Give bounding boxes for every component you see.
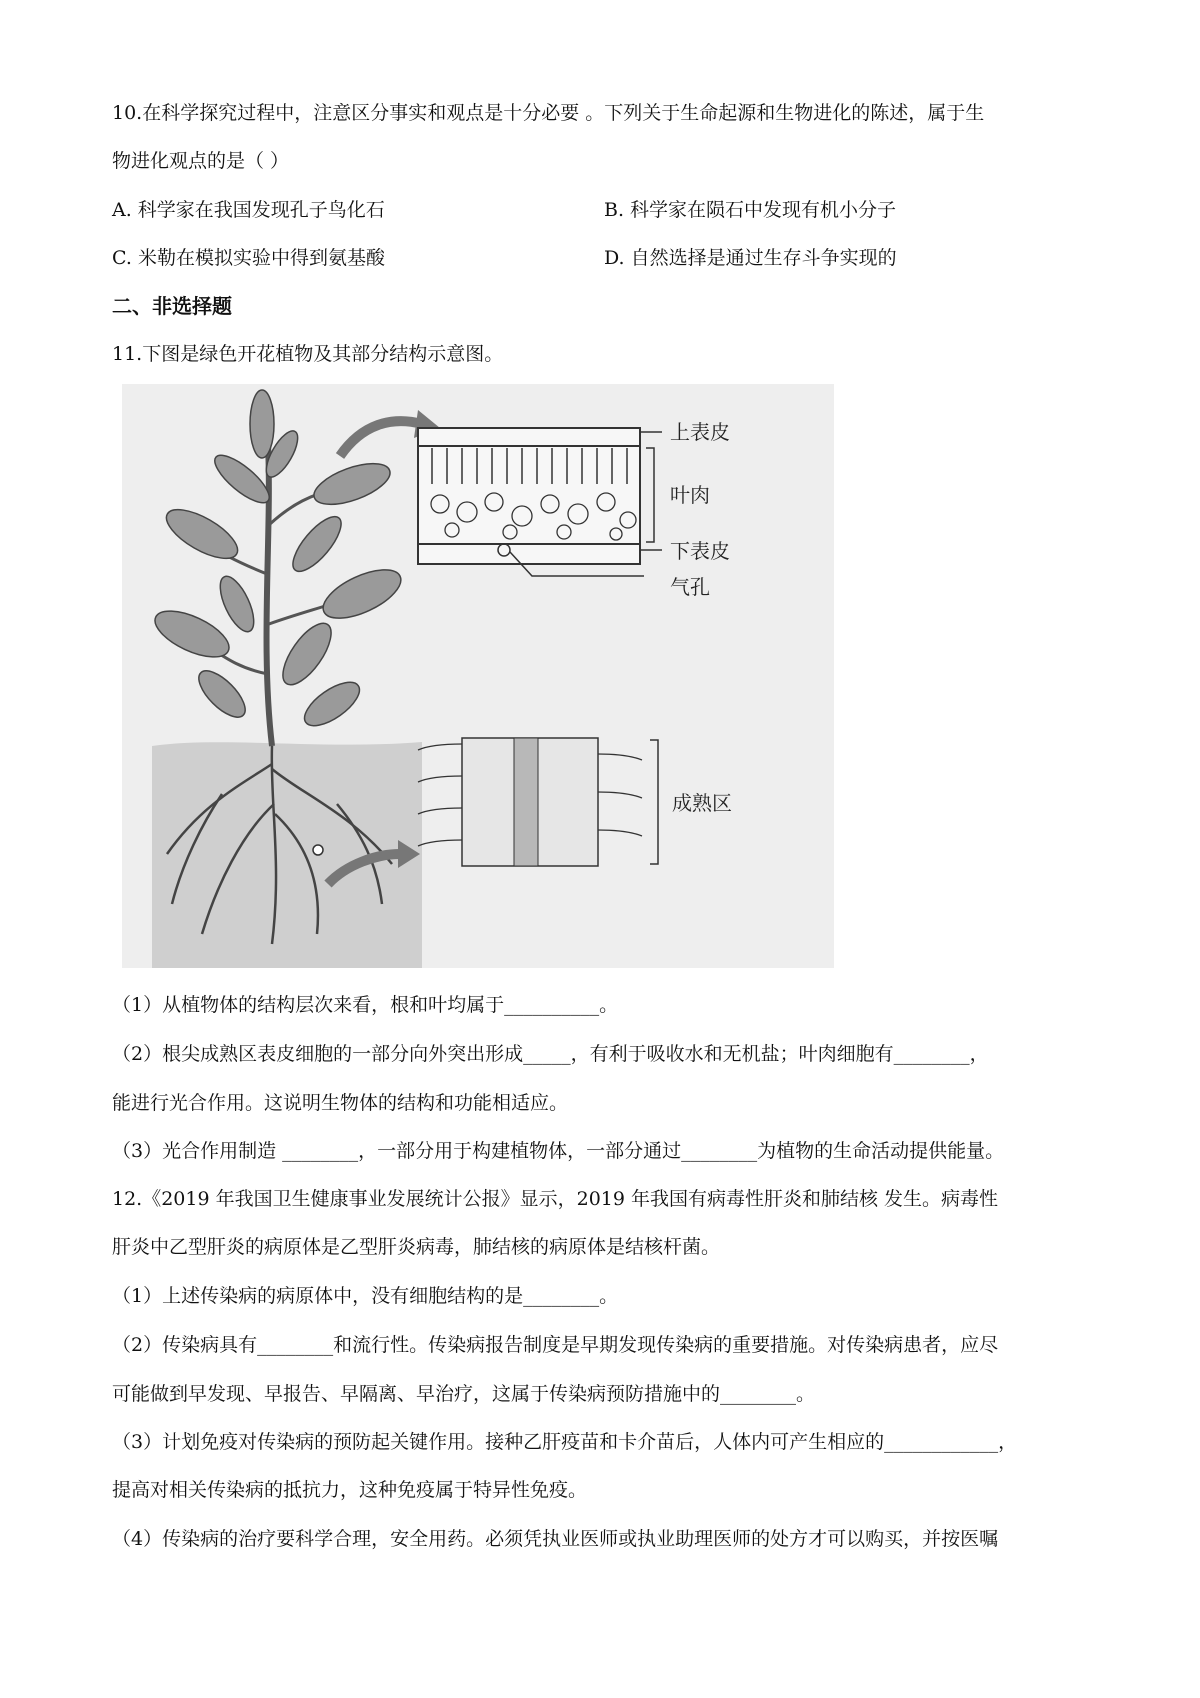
- q11-intro: 11.下图是绿色开花植物及其部分结构示意图。: [112, 343, 504, 365]
- q10-stem-line1: 10.在科学探究过程中，注意区分事实和观点是十分必要 。下列关于生命起源和生物进化的陈述，属于生: [112, 102, 985, 124]
- q12-sub3-line1: （3）计划免疫对传染病的预防起关键作用。接种乙肝疫苗和卡介苗后，人体内可产生相应的____________，: [112, 1431, 1018, 1453]
- q12-sub1: （1）上述传染病的病原体中，没有细胞结构的是________。: [112, 1285, 619, 1307]
- q12-intro-line2: 肝炎中乙型肝炎的病原体是乙型肝炎病毒，肺结核的病原体是结核杆菌。: [112, 1236, 721, 1258]
- label-mesophyll: 叶肉: [670, 483, 710, 507]
- label-upper-epidermis: 上表皮: [670, 420, 730, 444]
- q10-option-c[interactable]: C. 米勒在模拟实验中得到氨基酸: [112, 247, 385, 269]
- plant-structure-figure: [122, 384, 834, 968]
- q11-sub1: （1）从植物体的结构层次来看，根和叶均属于__________。: [112, 994, 619, 1016]
- label-lower-epidermis: 下表皮: [670, 539, 730, 563]
- q11-sub3: （3）光合作用制造 ________，一部分用于构建植物体，一部分通过________为植物的生命活动提供能量。: [112, 1140, 1005, 1162]
- q12-sub3-line2: 提高对相关传染病的抵抗力，这种免疫属于特异性免疫。: [112, 1479, 588, 1501]
- section-heading: 二、非选择题: [112, 294, 232, 318]
- q11-sub2-line2: 能进行光合作用。这说明生物体的结构和功能相适应。: [112, 1092, 569, 1114]
- q10-option-d[interactable]: D. 自然选择是通过生存斗争实现的: [604, 247, 897, 269]
- label-maturation-zone: 成熟区: [672, 791, 732, 815]
- q10-option-b[interactable]: B. 科学家在陨石中发现有机小分子: [604, 199, 897, 221]
- q12-intro-line1: 12.《2019 年我国卫生健康事业发展统计公报》显示，2019 年我国有病毒性肝炎和肺结核 发生。病毒性: [112, 1188, 999, 1210]
- q10-stem-line2: 物进化观点的是（ ）: [112, 150, 290, 172]
- q12-sub2-line1: （2）传染病具有________和流行性。传染病报告制度是早期发现传染病的重要措施。对传染病患者，应尽: [112, 1334, 999, 1356]
- label-stoma: 气孔: [670, 575, 710, 599]
- q12-sub4: （4）传染病的治疗要科学合理，安全用药。必须凭执业医师或执业助理医师的处方才可以购买，并按医嘱: [112, 1528, 999, 1550]
- leaf-cross-section: [418, 428, 662, 576]
- q12-sub2-line2: 可能做到早发现、早报告、早隔离、早治疗，这属于传染病预防措施中的________。: [112, 1383, 816, 1405]
- q10-option-a[interactable]: A. 科学家在我国发现孔子鸟化石: [112, 199, 385, 221]
- q11-sub2-line1: （2）根尖成熟区表皮细胞的一部分向外突出形成_____，有利于吸收水和无机盐；叶肉细胞有________，: [112, 1043, 989, 1065]
